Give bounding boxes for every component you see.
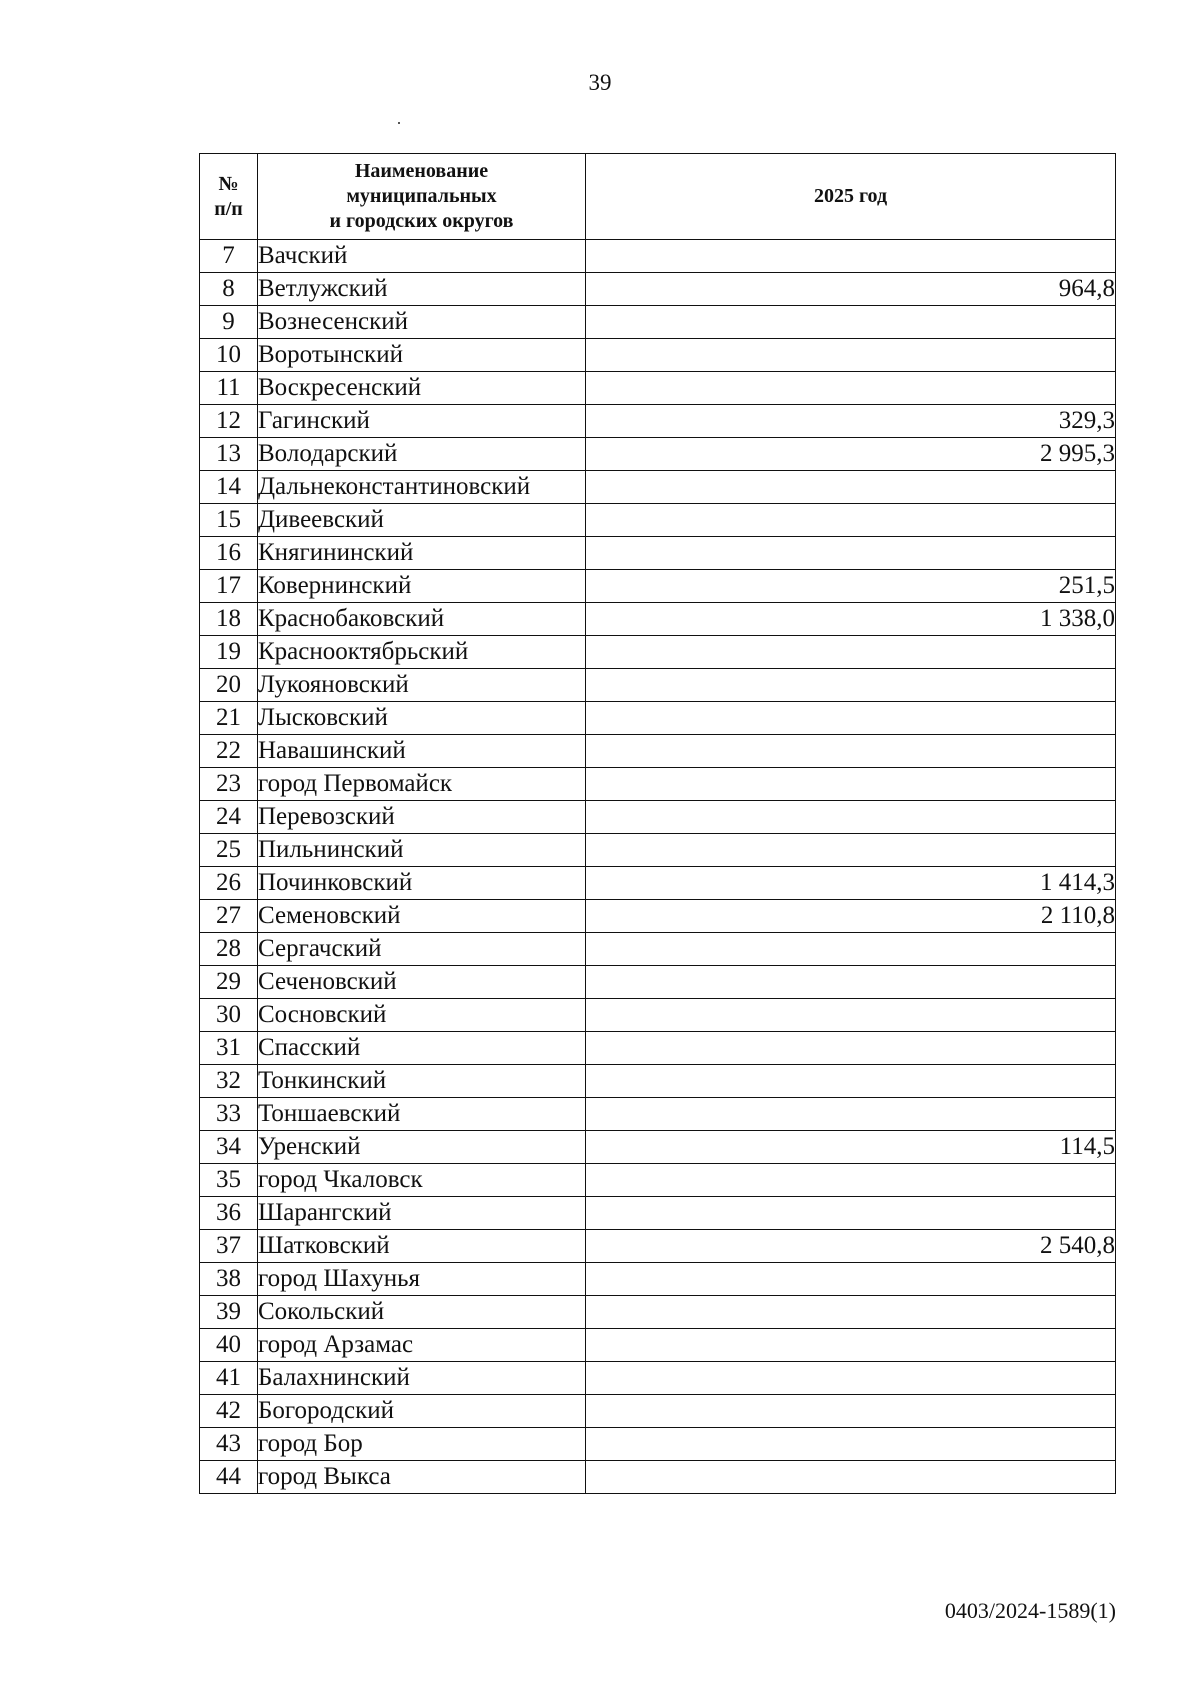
row-number: 7 bbox=[200, 240, 258, 273]
value-2025 bbox=[586, 537, 1116, 570]
district-name: Вачский bbox=[258, 240, 586, 273]
district-name: Сеченовский bbox=[258, 966, 586, 999]
row-number: 11 bbox=[200, 372, 258, 405]
row-number: 33 bbox=[200, 1098, 258, 1131]
row-number: 16 bbox=[200, 537, 258, 570]
table-row bbox=[200, 768, 1116, 801]
row-number: 39 bbox=[200, 1296, 258, 1329]
value-2025 bbox=[586, 669, 1116, 702]
district-name: Навашинский bbox=[258, 735, 586, 768]
header-name: Наименование муниципальных и городских округов bbox=[258, 154, 586, 240]
value-2025: 2 995,3 bbox=[586, 438, 1116, 471]
row-number: 37 bbox=[200, 1230, 258, 1263]
table-row bbox=[200, 1296, 1116, 1329]
table-row bbox=[200, 669, 1116, 702]
value-2025 bbox=[586, 1065, 1116, 1098]
table-row bbox=[200, 1362, 1116, 1395]
district-name: Тоншаевский bbox=[258, 1098, 586, 1131]
table-row bbox=[200, 306, 1116, 339]
value-2025 bbox=[586, 306, 1116, 339]
row-number: 29 bbox=[200, 966, 258, 999]
header-row bbox=[200, 154, 1116, 240]
district-name: Воскресенский bbox=[258, 372, 586, 405]
row-number: 32 bbox=[200, 1065, 258, 1098]
district-name: Сергачский bbox=[258, 933, 586, 966]
value-2025 bbox=[586, 768, 1116, 801]
value-2025 bbox=[586, 999, 1116, 1032]
table-row bbox=[200, 339, 1116, 372]
table-row bbox=[200, 1164, 1116, 1197]
municipal-table bbox=[199, 153, 1116, 1494]
row-number: 23 bbox=[200, 768, 258, 801]
district-name: Сокольский bbox=[258, 1296, 586, 1329]
table-row bbox=[200, 1329, 1116, 1362]
value-2025 bbox=[586, 339, 1116, 372]
row-number: 12 bbox=[200, 405, 258, 438]
row-number: 19 bbox=[200, 636, 258, 669]
table-row bbox=[200, 801, 1116, 834]
district-name: Пильнинский bbox=[258, 834, 586, 867]
row-number: 13 bbox=[200, 438, 258, 471]
value-2025 bbox=[586, 735, 1116, 768]
row-number: 44 bbox=[200, 1461, 258, 1494]
row-number: 27 bbox=[200, 900, 258, 933]
table-row bbox=[200, 504, 1116, 537]
value-2025 bbox=[586, 1263, 1116, 1296]
district-name: город Арзамас bbox=[258, 1329, 586, 1362]
header-year: 2025 год bbox=[586, 154, 1116, 240]
district-name: Ветлужский bbox=[258, 273, 586, 306]
table-header bbox=[200, 154, 1116, 240]
table-row bbox=[200, 1131, 1116, 1164]
row-number: 31 bbox=[200, 1032, 258, 1065]
table-row bbox=[200, 966, 1116, 999]
district-name: Краснооктябрьский bbox=[258, 636, 586, 669]
value-2025: 251,5 bbox=[586, 570, 1116, 603]
district-name: Дивеевский bbox=[258, 504, 586, 537]
value-2025 bbox=[586, 1098, 1116, 1131]
district-name: город Шахунья bbox=[258, 1263, 586, 1296]
row-number: 15 bbox=[200, 504, 258, 537]
district-name: Шатковский bbox=[258, 1230, 586, 1263]
row-number: 10 bbox=[200, 339, 258, 372]
row-number: 35 bbox=[200, 1164, 258, 1197]
district-name: Уренский bbox=[258, 1131, 586, 1164]
table-row bbox=[200, 1230, 1116, 1263]
row-number: 34 bbox=[200, 1131, 258, 1164]
district-name: Балахнинский bbox=[258, 1362, 586, 1395]
row-number: 43 bbox=[200, 1428, 258, 1461]
district-name: Володарский bbox=[258, 438, 586, 471]
row-number: 17 bbox=[200, 570, 258, 603]
row-number: 40 bbox=[200, 1329, 258, 1362]
value-2025: 114,5 bbox=[586, 1131, 1116, 1164]
value-2025 bbox=[586, 834, 1116, 867]
value-2025 bbox=[586, 240, 1116, 273]
table-row bbox=[200, 1197, 1116, 1230]
value-2025 bbox=[586, 471, 1116, 504]
district-name: Шарангский bbox=[258, 1197, 586, 1230]
row-number: 42 bbox=[200, 1395, 258, 1428]
row-number: 30 bbox=[200, 999, 258, 1032]
table-row bbox=[200, 570, 1116, 603]
value-2025 bbox=[586, 1197, 1116, 1230]
table-row bbox=[200, 1395, 1116, 1428]
value-2025 bbox=[586, 1461, 1116, 1494]
row-number: 38 bbox=[200, 1263, 258, 1296]
value-2025 bbox=[586, 504, 1116, 537]
district-name: Дальнеконстантиновский bbox=[258, 471, 586, 504]
table-row bbox=[200, 933, 1116, 966]
value-2025 bbox=[586, 372, 1116, 405]
table-row bbox=[200, 240, 1116, 273]
row-number: 20 bbox=[200, 669, 258, 702]
table-row bbox=[200, 1428, 1116, 1461]
value-2025 bbox=[586, 1032, 1116, 1065]
row-number: 26 bbox=[200, 867, 258, 900]
value-2025 bbox=[586, 966, 1116, 999]
row-number: 28 bbox=[200, 933, 258, 966]
table-row bbox=[200, 900, 1116, 933]
value-2025: 329,3 bbox=[586, 405, 1116, 438]
table-row bbox=[200, 1098, 1116, 1131]
table-row bbox=[200, 999, 1116, 1032]
value-2025: 2 110,8 bbox=[586, 900, 1116, 933]
value-2025 bbox=[586, 1395, 1116, 1428]
district-name: Сосновский bbox=[258, 999, 586, 1032]
value-2025 bbox=[586, 801, 1116, 834]
table-row bbox=[200, 1065, 1116, 1098]
value-2025: 2 540,8 bbox=[586, 1230, 1116, 1263]
value-2025 bbox=[586, 1428, 1116, 1461]
value-2025 bbox=[586, 636, 1116, 669]
value-2025 bbox=[586, 1296, 1116, 1329]
row-number: 8 bbox=[200, 273, 258, 306]
district-name: Лукояновский bbox=[258, 669, 586, 702]
page-number: 39 bbox=[588, 70, 612, 95]
row-number: 22 bbox=[200, 735, 258, 768]
table-row bbox=[200, 636, 1116, 669]
value-2025 bbox=[586, 933, 1116, 966]
district-name: Починковский bbox=[258, 867, 586, 900]
value-2025 bbox=[586, 1329, 1116, 1362]
district-name: Воротынский bbox=[258, 339, 586, 372]
table-row bbox=[200, 537, 1116, 570]
district-name: Вознесенский bbox=[258, 306, 586, 339]
table-row bbox=[200, 372, 1116, 405]
row-number: 14 bbox=[200, 471, 258, 504]
table-row bbox=[200, 1263, 1116, 1296]
district-name: город Чкаловск bbox=[258, 1164, 586, 1197]
header-number: № п/п bbox=[200, 154, 258, 240]
value-2025: 1 414,3 bbox=[586, 867, 1116, 900]
value-2025 bbox=[586, 1362, 1116, 1395]
row-number: 25 bbox=[200, 834, 258, 867]
row-number: 21 bbox=[200, 702, 258, 735]
table-row bbox=[200, 603, 1116, 636]
district-name: Гагинский bbox=[258, 405, 586, 438]
district-name: город Бор bbox=[258, 1428, 586, 1461]
row-number: 36 bbox=[200, 1197, 258, 1230]
district-name: Тонкинский bbox=[258, 1065, 586, 1098]
district-name: Княгининский bbox=[258, 537, 586, 570]
table-row bbox=[200, 867, 1116, 900]
value-2025: 1 338,0 bbox=[586, 603, 1116, 636]
district-name: Лысковский bbox=[258, 702, 586, 735]
document-code: 0403/2024-1589(1) bbox=[944, 1598, 1116, 1623]
table-body bbox=[200, 240, 1116, 1494]
district-name: город Первомайск bbox=[258, 768, 586, 801]
scan-dot bbox=[398, 122, 400, 124]
table-row bbox=[200, 702, 1116, 735]
row-number: 41 bbox=[200, 1362, 258, 1395]
table-row bbox=[200, 1461, 1116, 1494]
district-name: Краснобаковский bbox=[258, 603, 586, 636]
district-name: Семеновский bbox=[258, 900, 586, 933]
district-name: Спасский bbox=[258, 1032, 586, 1065]
district-name: Перевозский bbox=[258, 801, 586, 834]
district-name: город Выкса bbox=[258, 1461, 586, 1494]
table-row bbox=[200, 405, 1116, 438]
table-row bbox=[200, 273, 1116, 306]
value-2025 bbox=[586, 702, 1116, 735]
row-number: 24 bbox=[200, 801, 258, 834]
table-row bbox=[200, 735, 1116, 768]
table-row bbox=[200, 471, 1116, 504]
row-number: 9 bbox=[200, 306, 258, 339]
row-number: 18 bbox=[200, 603, 258, 636]
value-2025 bbox=[586, 1164, 1116, 1197]
table-row bbox=[200, 1032, 1116, 1065]
district-name: Ковернинский bbox=[258, 570, 586, 603]
table-row bbox=[200, 438, 1116, 471]
value-2025: 964,8 bbox=[586, 273, 1116, 306]
district-name: Богородский bbox=[258, 1395, 586, 1428]
table-row bbox=[200, 834, 1116, 867]
